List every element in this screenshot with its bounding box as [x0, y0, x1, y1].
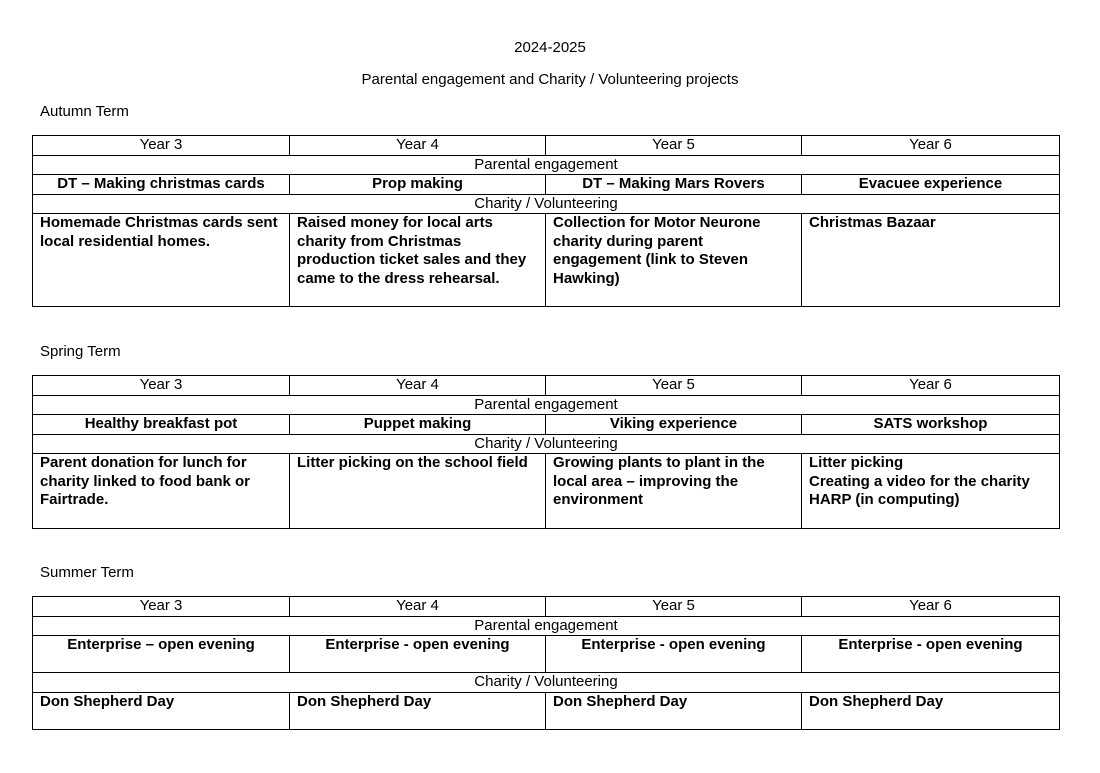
charity-activity-year-6: Don Shepherd Day [802, 692, 1060, 729]
parental-activities-row [33, 415, 1060, 435]
charity-volunteering-band [33, 673, 1060, 693]
charity-activity-year-3: Homemade Christmas cards sent local residential homes. [33, 214, 290, 307]
charity-activity-year-6: Christmas Bazaar [802, 214, 1060, 307]
charity-volunteering-label: Charity / Volunteering [33, 194, 1060, 214]
charity-activities-row [33, 214, 1060, 307]
parental-engagement-label: Parental engagement [33, 616, 1060, 636]
summer-term-table [32, 596, 1060, 730]
charity-volunteering-band [33, 434, 1060, 454]
parental-activities-row [33, 175, 1060, 195]
parental-activity-year-6: SATS workshop [802, 415, 1060, 435]
parental-engagement-band [33, 616, 1060, 636]
year-4-header: Year 4 [290, 597, 546, 617]
charity-activity-year-6: Litter picking Creating a video for the charity HARP (in computing) [802, 454, 1060, 529]
charity-activities-row [33, 692, 1060, 729]
year-header-row [33, 376, 1060, 396]
year-6-header: Year 6 [802, 136, 1060, 156]
parental-activity-year-5: Enterprise - open evening [546, 636, 802, 673]
parental-engagement-band [33, 395, 1060, 415]
year-header-row [33, 136, 1060, 156]
year-5-header: Year 5 [546, 136, 802, 156]
year-6-header: Year 6 [802, 376, 1060, 396]
charity-activity-year-4: Litter picking on the school field [290, 454, 546, 529]
charity-activities-row [33, 454, 1060, 529]
year-6-header: Year 6 [802, 597, 1060, 617]
autumn-term-table [32, 135, 1060, 307]
charity-volunteering-band [33, 194, 1060, 214]
charity-activity-year-5: Growing plants to plant in the local area – improving the environment [546, 454, 802, 529]
parental-activity-year-4: Enterprise - open evening [290, 636, 546, 673]
year-3-header: Year 3 [33, 136, 290, 156]
spring-term-table [32, 375, 1060, 529]
year-5-header: Year 5 [546, 376, 802, 396]
year-5-header: Year 5 [546, 597, 802, 617]
parental-activities-row [33, 636, 1060, 673]
document-title: Parental engagement and Charity / Volunteering projects [361, 71, 739, 88]
charity-volunteering-label: Charity / Volunteering [33, 434, 1060, 454]
year-4-header: Year 4 [290, 136, 546, 156]
parental-engagement-label: Parental engagement [33, 155, 1060, 175]
parental-engagement-label: Parental engagement [33, 395, 1060, 415]
charity-activity-year-5: Don Shepherd Day [546, 692, 802, 729]
year-4-header: Year 4 [290, 376, 546, 396]
parental-activity-year-5: Viking experience [546, 415, 802, 435]
year-3-header: Year 3 [33, 597, 290, 617]
summer-term-title: Summer Term [40, 564, 134, 581]
parental-activity-year-3: DT – Making christmas cards [33, 175, 290, 195]
year-header-row [33, 597, 1060, 617]
charity-activity-year-5: Collection for Motor Neurone charity during parent engagement (link to Steven Hawking) [546, 214, 802, 307]
parental-activity-year-3: Healthy breakfast pot [33, 415, 290, 435]
charity-volunteering-label: Charity / Volunteering [33, 673, 1060, 693]
parental-activity-year-6: Evacuee experience [802, 175, 1060, 195]
parental-activity-year-6: Enterprise - open evening [802, 636, 1060, 673]
parental-activity-year-3: Enterprise – open evening [33, 636, 290, 673]
charity-activity-year-3: Parent donation for lunch for charity linked to food bank or Fairtrade. [33, 454, 290, 529]
autumn-term-title: Autumn Term [40, 103, 129, 120]
charity-activity-year-4: Raised money for local arts charity from Christmas production ticket sales and they came to the dress rehearsal. [290, 214, 546, 307]
charity-activity-year-4: Don Shepherd Day [290, 692, 546, 729]
document-year: 2024-2025 [514, 39, 586, 56]
parental-activity-year-5: DT – Making Mars Rovers [546, 175, 802, 195]
parental-activity-year-4: Prop making [290, 175, 546, 195]
charity-activity-year-3: Don Shepherd Day [33, 692, 290, 729]
parental-engagement-band [33, 155, 1060, 175]
year-3-header: Year 3 [33, 376, 290, 396]
parental-activity-year-4: Puppet making [290, 415, 546, 435]
spring-term-title: Spring Term [40, 343, 121, 360]
